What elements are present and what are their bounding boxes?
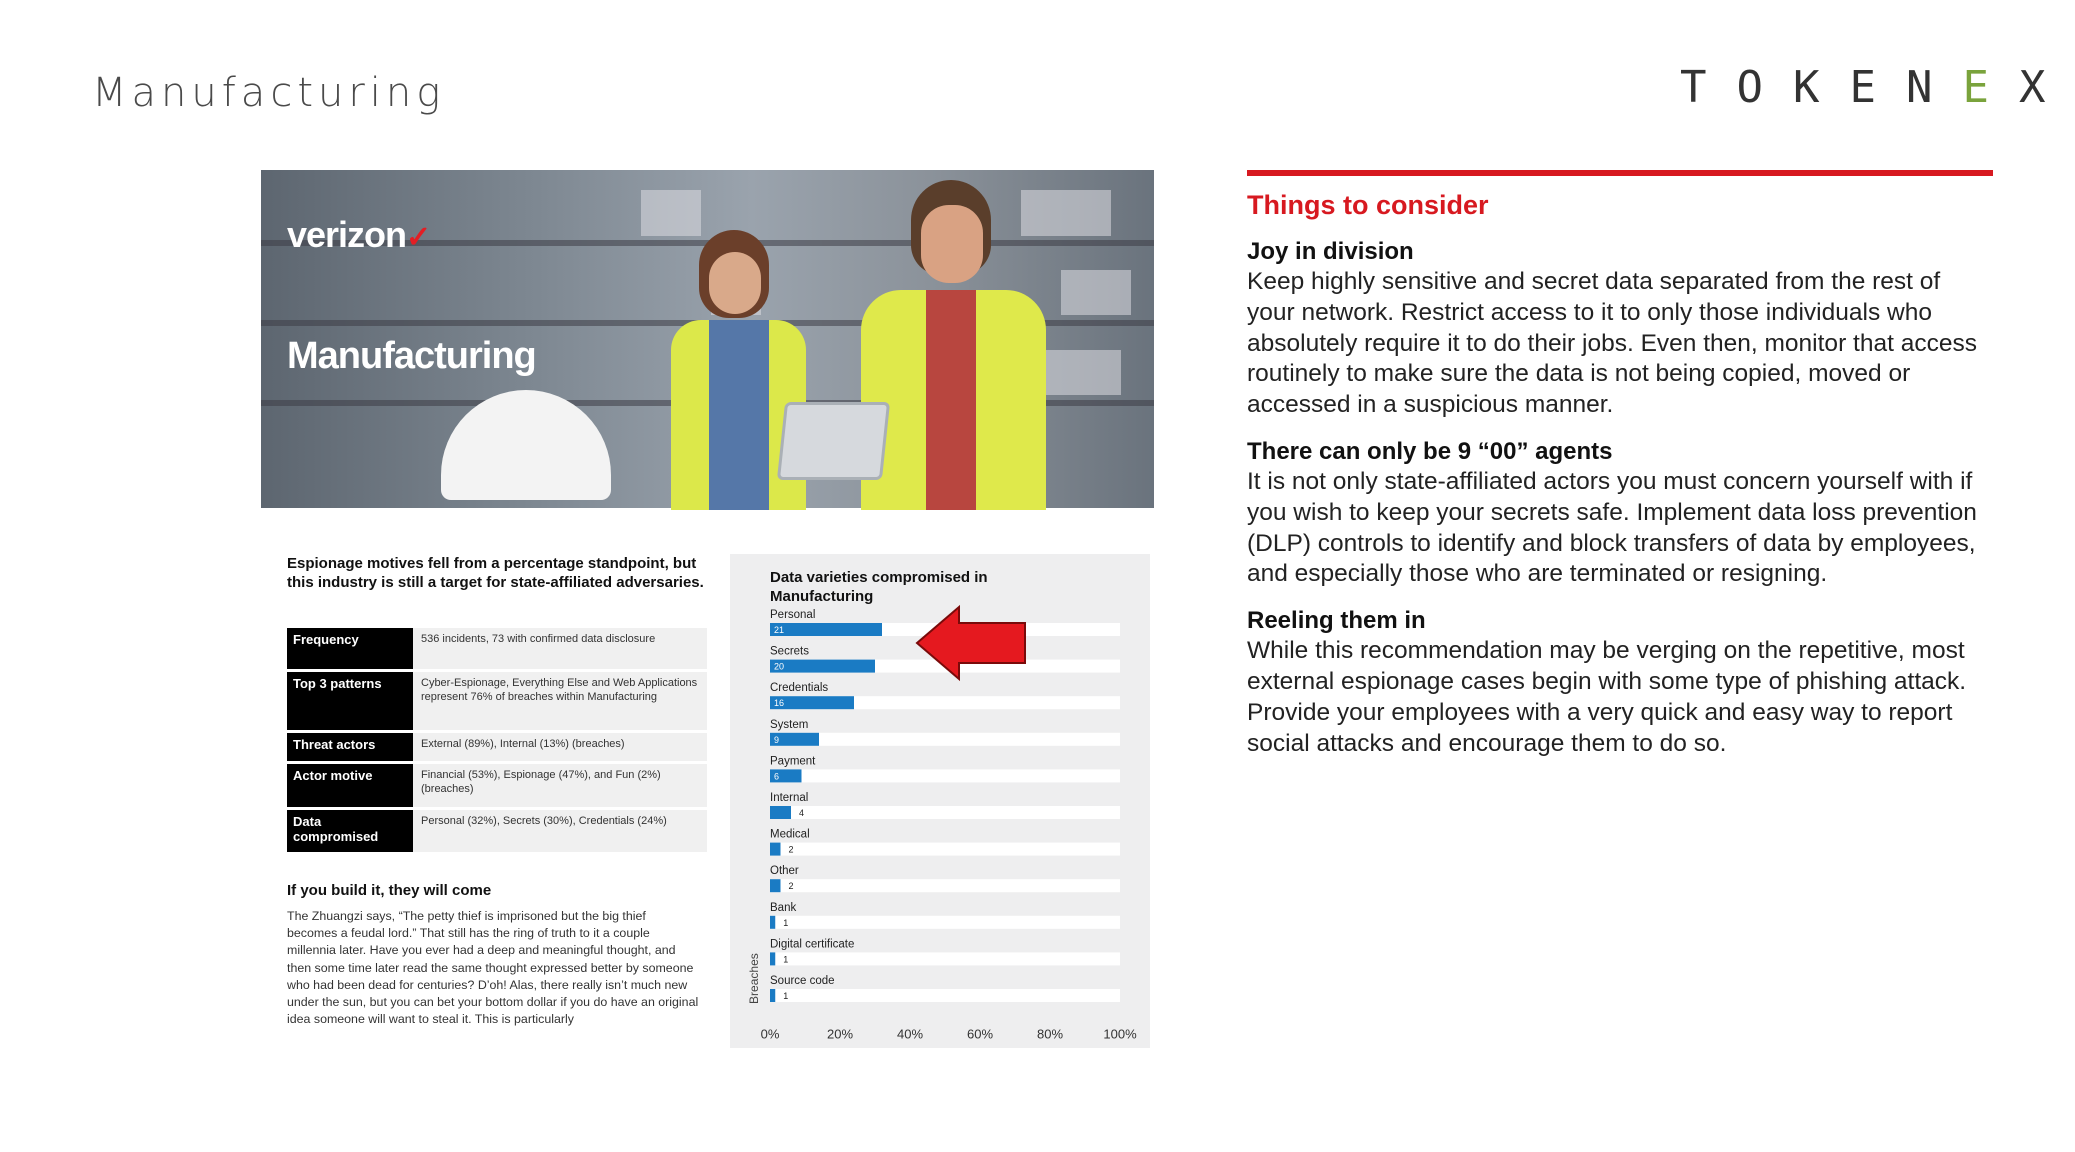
fact-value: 536 incidents, 73 with confirmed data disclosure [413, 628, 707, 669]
bar-value-label: 1 [783, 917, 789, 928]
hero-title: Manufacturing [287, 335, 536, 377]
section-subheading: If you build it, they will come [287, 882, 492, 899]
consider-item-title: There can only be 9 “00” agents [1247, 437, 1613, 465]
bar-category-label: Personal [770, 609, 816, 621]
x-tick-label: 80% [1036, 1026, 1064, 1042]
y-axis-label: Breaches [747, 953, 761, 1004]
brand-check-icon: ✓ [406, 221, 431, 254]
bar [770, 623, 882, 636]
fact-key: Threat actors [287, 733, 413, 761]
bar-track [770, 916, 1120, 929]
facts-table [287, 628, 707, 855]
logo-text-highlight: E [1962, 62, 2019, 113]
fact-value: Financial (53%), Espionage (47%), and Fun (2%) (breaches) [413, 764, 707, 807]
bar-category-label: Internal [770, 792, 809, 804]
x-tick-label: 40% [896, 1026, 924, 1042]
lead-paragraph: Espionage motives fell from a percentage standpoint, but this industry is still a target for state-affiliated adversaries. [287, 555, 704, 591]
chart-title: Data varieties compromised in Manufacturing [770, 569, 988, 605]
bar-track [770, 843, 1120, 856]
bar [770, 660, 875, 673]
consider-heading: Things to consider [1247, 190, 1489, 220]
table-row [287, 764, 707, 807]
bar-category-label: Payment [770, 755, 816, 768]
bar-category-label: Credentials [770, 682, 829, 695]
bar-value-label: 1 [783, 991, 789, 1001]
consider-item-text: Keep highly sensitive and secret data separated from the rest of your network. Restrict access to it to only those individuals who absolutely require it to do their jobs. Even then, monitor that access routinely to make sure the data is not being copied, moved or accessed in a suspicious manner. [1247, 268, 1977, 419]
fact-key: Top 3 patterns [287, 672, 413, 730]
bar-category-label: Secrets [770, 645, 809, 658]
bar [770, 989, 775, 1002]
bar-track [770, 733, 1120, 746]
logo-text-suffix: X [2018, 62, 2075, 113]
bar [770, 916, 775, 929]
fact-value: Cyber-Espionage, Everything Else and Web Applications represent 76% of breaches within Manufacturing [413, 672, 707, 730]
bar-category-label: Other [770, 865, 799, 878]
hero-photo [261, 170, 1154, 508]
accent-rule [1247, 170, 1993, 176]
page-title: Manufacturing [92, 70, 446, 116]
tokenex-logo [1680, 62, 2075, 113]
logo-text-prefix: TOKEN [1680, 62, 1963, 113]
bar-value-label: 6 [774, 771, 780, 782]
x-tick-label: 20% [826, 1026, 854, 1042]
bar [770, 879, 781, 892]
consider-item-title: Reeling them in [1247, 607, 1426, 635]
bar-value-label: 21 [774, 625, 785, 635]
bar-value-label: 4 [799, 808, 805, 818]
consider-item-text: While this recommendation may be verging on the repetitive, most external espionage cases begin with some type of phishing attack. Provide your employees with a very quick and easy way to report social attacks and encourage them to do so. [1247, 637, 1967, 757]
fact-key: Data compromised [287, 810, 413, 852]
verizon-logo [287, 214, 430, 256]
bar-track [770, 806, 1120, 819]
bar-track [770, 879, 1120, 892]
bar-category-label: Medical [770, 828, 810, 841]
consider-item-title: Joy in division [1247, 238, 1414, 265]
x-tick-label: 100% [1103, 1026, 1137, 1042]
bar-track [770, 989, 1120, 1002]
bar-category-label: Digital certificate [770, 938, 855, 951]
red-arrow-icon [915, 605, 1027, 681]
x-tick-label: 0% [760, 1026, 780, 1042]
tablet-device [777, 402, 890, 480]
bar-category-label: System [770, 718, 809, 731]
bar-track [770, 952, 1120, 965]
fact-value: Personal (32%), Secrets (30%), Credentials (24%) [413, 810, 707, 852]
bar-value-label: 2 [788, 844, 794, 855]
brand-text: verizon [287, 214, 407, 255]
table-row [287, 810, 707, 852]
bar [770, 952, 775, 965]
x-tick-label: 60% [966, 1026, 994, 1042]
table-row [287, 628, 707, 669]
things-to-consider-panel [1247, 170, 1993, 775]
bar-track [770, 769, 1120, 782]
consider-item-text: It is not only state-affiliated actors you must concern yourself with if you wish to keep your secrets safe. Implement data loss prevention (DLP) controls to identify and block transfers of data by employees, and especially those who are terminated or resigning. [1247, 467, 1977, 588]
fact-value: External (89%), Internal (13%) (breaches) [413, 733, 707, 761]
fact-key: Actor motive [287, 764, 413, 807]
fact-key: Frequency [287, 628, 413, 669]
table-row [287, 733, 707, 761]
bar-value-label: 2 [788, 881, 794, 892]
bar [770, 843, 781, 856]
bar-category-label: Bank [770, 901, 797, 914]
bar [770, 806, 791, 819]
bar-value-label: 9 [774, 734, 780, 745]
bar-value-label: 20 [774, 661, 785, 672]
hard-hat [441, 390, 611, 500]
bar-value-label: 1 [783, 954, 789, 965]
bar-category-label: Source code [770, 975, 835, 987]
body-paragraph: The Zhuangzi says, “The petty thief is imprisoned but the big thief becomes a feudal lord.” That still has the ring of truth to it a couple millennia later. Have you ever had a deep and meaningful thought, and then some time later read the same thought expressed better by someone who had been dead for centuries? D’oh! Alas, there really isn’t much new under the sun, but you can bet your bottom dollar if you do have an original idea someone will want to steal it. This is particularly [287, 909, 699, 1027]
table-row [287, 672, 707, 730]
bar-value-label: 16 [774, 698, 785, 709]
